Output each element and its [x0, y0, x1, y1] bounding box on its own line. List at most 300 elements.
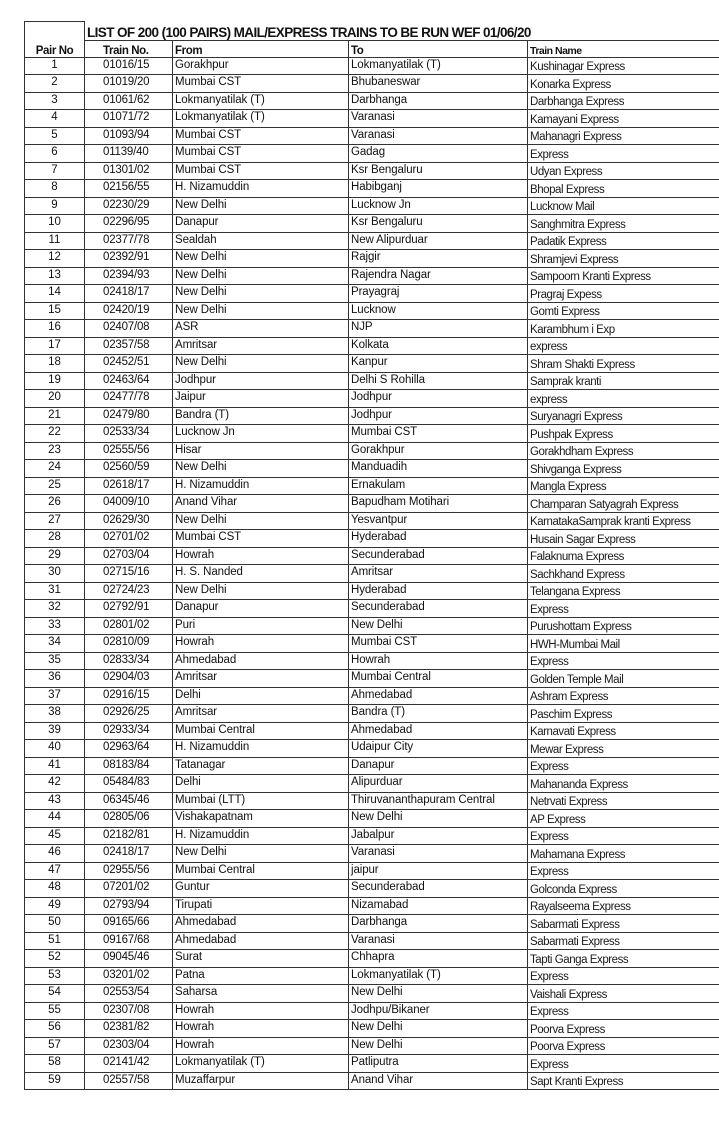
train-no-cell: 06345/46: [85, 792, 173, 810]
table-row: [25, 355, 719, 373]
to-station-cell: Jodhpur: [349, 407, 528, 425]
to-station-cell: Varanasi: [349, 845, 528, 863]
train-no-cell: 02182/81: [85, 827, 173, 845]
train-name-cell: Express: [528, 827, 719, 845]
to-station-cell: Mumbai CST: [349, 635, 528, 653]
pair-no-cell: 18: [25, 355, 85, 373]
to-station-cell: New Delhi: [349, 985, 528, 1003]
table-row: [25, 1020, 719, 1038]
from-station-cell: Guntur: [173, 880, 349, 898]
train-name-cell: Express: [528, 967, 719, 985]
table-row: [25, 827, 719, 845]
table-row: [25, 232, 719, 250]
from-station-cell: Sealdah: [173, 232, 349, 250]
pair-no-cell: 13: [25, 267, 85, 285]
table-row: [25, 1055, 719, 1073]
table-row: [25, 460, 719, 478]
from-station-cell: H. Nizamuddin: [173, 827, 349, 845]
train-no-cell: 02833/34: [85, 652, 173, 670]
train-name-cell: Netrvati Express: [528, 792, 719, 810]
pair-no-cell: 45: [25, 827, 85, 845]
pair-no-cell: 11: [25, 232, 85, 250]
train-name-cell: Falaknuma Express: [528, 547, 719, 565]
to-station-cell: Udaipur City: [349, 740, 528, 758]
column-header-row: [25, 40, 719, 57]
pair-no-cell: 50: [25, 915, 85, 933]
to-station-cell: Mumbai CST: [349, 425, 528, 443]
pair-no-cell: 53: [25, 967, 85, 985]
column-header-from: From: [173, 40, 349, 57]
pair-no-cell: 31: [25, 582, 85, 600]
to-station-cell: Nizamabad: [349, 897, 528, 915]
pair-no-cell: 8: [25, 180, 85, 198]
column-header-train-no: Train No.: [85, 40, 173, 57]
from-station-cell: Patna: [173, 967, 349, 985]
train-name-cell: Express: [528, 652, 719, 670]
from-station-cell: New Delhi: [173, 285, 349, 303]
from-station-cell: Lokmanyatilak (T): [173, 92, 349, 110]
train-name-cell: Mangla Express: [528, 477, 719, 495]
to-station-cell: Delhi S Rohilla: [349, 372, 528, 390]
to-station-cell: Gorakhpur: [349, 442, 528, 460]
train-no-cell: 02418/17: [85, 285, 173, 303]
pair-no-cell: 36: [25, 670, 85, 688]
table-row: [25, 127, 719, 145]
pair-no-cell: 10: [25, 215, 85, 233]
from-station-cell: Howrah: [173, 635, 349, 653]
table-row: [25, 687, 719, 705]
table-row: [25, 180, 719, 198]
table-row: [25, 512, 719, 530]
train-no-cell: 02557/58: [85, 1072, 173, 1090]
table-row: [25, 442, 719, 460]
pair-no-cell: 49: [25, 897, 85, 915]
table-row: [25, 145, 719, 163]
pair-no-cell: 51: [25, 932, 85, 950]
pair-no-cell: 59: [25, 1072, 85, 1090]
title-row: [25, 22, 719, 41]
from-station-cell: Delhi: [173, 687, 349, 705]
table-row: [25, 897, 719, 915]
train-no-cell: 01301/02: [85, 162, 173, 180]
to-station-cell: Kolkata: [349, 337, 528, 355]
pair-no-cell: 47: [25, 862, 85, 880]
to-station-cell: jaipur: [349, 862, 528, 880]
train-name-cell: Husain Sagar Express: [528, 530, 719, 548]
from-station-cell: New Delhi: [173, 355, 349, 373]
train-no-cell: 02407/08: [85, 320, 173, 338]
from-station-cell: Lokmanyatilak (T): [173, 110, 349, 128]
to-station-cell: Bapudham Motihari: [349, 495, 528, 513]
table-row: [25, 407, 719, 425]
to-station-cell: Manduadih: [349, 460, 528, 478]
from-station-cell: Amritsar: [173, 670, 349, 688]
from-station-cell: Mumbai CST: [173, 530, 349, 548]
table-row: [25, 862, 719, 880]
pair-no-cell: 23: [25, 442, 85, 460]
train-no-cell: 02452/51: [85, 355, 173, 373]
train-name-cell: Shramjevi Express: [528, 250, 719, 268]
from-station-cell: Tirupati: [173, 897, 349, 915]
to-station-cell: Varanasi: [349, 127, 528, 145]
from-station-cell: H. S. Nanded: [173, 565, 349, 583]
train-no-cell: 02805/06: [85, 810, 173, 828]
train-no-cell: 01139/40: [85, 145, 173, 163]
train-no-cell: 01016/15: [85, 57, 173, 75]
to-station-cell: Darbhanga: [349, 92, 528, 110]
table-row: [25, 600, 719, 618]
train-no-cell: 02926/25: [85, 705, 173, 723]
train-name-cell: Kamayani Express: [528, 110, 719, 128]
train-no-cell: 02618/17: [85, 477, 173, 495]
train-name-cell: Pushpak Express: [528, 425, 719, 443]
train-no-cell: 02477/78: [85, 390, 173, 408]
train-name-cell: Vaishali Express: [528, 985, 719, 1003]
pair-no-cell: 35: [25, 652, 85, 670]
train-name-cell: Purushottam Express: [528, 617, 719, 635]
from-station-cell: Saharsa: [173, 985, 349, 1003]
train-name-cell: Sabarmati Express: [528, 915, 719, 933]
to-station-cell: Ksr Bengaluru: [349, 162, 528, 180]
train-name-cell: Pragraj Expess: [528, 285, 719, 303]
train-name-cell: Gomti Express: [528, 302, 719, 320]
train-name-cell: Telangana Express: [528, 582, 719, 600]
train-list-sheet: [24, 21, 719, 1090]
to-station-cell: New Alipurduar: [349, 232, 528, 250]
train-name-cell: express: [528, 337, 719, 355]
pair-no-cell: 32: [25, 600, 85, 618]
table-row: [25, 1002, 719, 1020]
train-name-cell: express: [528, 390, 719, 408]
from-station-cell: Anand Vihar: [173, 495, 349, 513]
to-station-cell: Amritsar: [349, 565, 528, 583]
train-name-cell: Sapt Kranti Express: [528, 1072, 719, 1090]
table-row: [25, 880, 719, 898]
train-no-cell: 02381/82: [85, 1020, 173, 1038]
from-station-cell: Mumbai Central: [173, 862, 349, 880]
pair-no-cell: 15: [25, 302, 85, 320]
to-station-cell: Ernakulam: [349, 477, 528, 495]
train-name-cell: Mahanagri Express: [528, 127, 719, 145]
table-row: [25, 75, 719, 93]
to-station-cell: New Delhi: [349, 1037, 528, 1055]
title-blank-cell: [25, 22, 85, 41]
table-row: [25, 477, 719, 495]
pair-no-cell: 38: [25, 705, 85, 723]
table-row: [25, 950, 719, 968]
table-row: [25, 547, 719, 565]
to-station-cell: Varanasi: [349, 110, 528, 128]
pair-no-cell: 2: [25, 75, 85, 93]
table-row: [25, 845, 719, 863]
pair-no-cell: 9: [25, 197, 85, 215]
train-no-cell: 05484/83: [85, 775, 173, 793]
to-station-cell: New Delhi: [349, 1020, 528, 1038]
train-name-cell: Sanghmitra Express: [528, 215, 719, 233]
pair-no-cell: 5: [25, 127, 85, 145]
to-station-cell: Hyderabad: [349, 530, 528, 548]
train-no-cell: 02703/04: [85, 547, 173, 565]
train-name-cell: Samprak kranti: [528, 372, 719, 390]
train-no-cell: 02392/91: [85, 250, 173, 268]
table-row: [25, 1037, 719, 1055]
table-row: [25, 390, 719, 408]
pair-no-cell: 28: [25, 530, 85, 548]
column-header-to: To: [349, 40, 528, 57]
table-row: [25, 337, 719, 355]
pair-no-cell: 29: [25, 547, 85, 565]
train-name-cell: Rayalseema Express: [528, 897, 719, 915]
train-no-cell: 02715/16: [85, 565, 173, 583]
train-no-cell: 02418/17: [85, 845, 173, 863]
table-row: [25, 285, 719, 303]
pair-no-cell: 27: [25, 512, 85, 530]
train-name-cell: Golconda Express: [528, 880, 719, 898]
to-station-cell: Ksr Bengaluru: [349, 215, 528, 233]
train-no-cell: 02801/02: [85, 617, 173, 635]
train-no-cell: 01093/94: [85, 127, 173, 145]
from-station-cell: New Delhi: [173, 582, 349, 600]
train-name-cell: Konarka Express: [528, 75, 719, 93]
table-row: [25, 775, 719, 793]
train-no-cell: 02793/94: [85, 897, 173, 915]
to-station-cell: Rajgir: [349, 250, 528, 268]
pair-no-cell: 58: [25, 1055, 85, 1073]
to-station-cell: Mumbai Central: [349, 670, 528, 688]
from-station-cell: Gorakhpur: [173, 57, 349, 75]
train-no-cell: 02701/02: [85, 530, 173, 548]
from-station-cell: Mumbai CST: [173, 127, 349, 145]
train-no-cell: 07201/02: [85, 880, 173, 898]
pair-no-cell: 33: [25, 617, 85, 635]
train-name-cell: Mahananda Express: [528, 775, 719, 793]
table-row: [25, 162, 719, 180]
table-row: [25, 565, 719, 583]
train-no-cell: 02963/64: [85, 740, 173, 758]
train-no-cell: 02916/15: [85, 687, 173, 705]
train-no-cell: 08183/84: [85, 757, 173, 775]
train-no-cell: 02394/93: [85, 267, 173, 285]
train-name-cell: Karnavati Express: [528, 722, 719, 740]
table-row: [25, 967, 719, 985]
from-station-cell: H. Nizamuddin: [173, 740, 349, 758]
train-name-cell: Express: [528, 862, 719, 880]
pair-no-cell: 34: [25, 635, 85, 653]
train-no-cell: 02296/95: [85, 215, 173, 233]
from-station-cell: New Delhi: [173, 267, 349, 285]
train-list-table: [24, 21, 719, 1090]
table-row: [25, 530, 719, 548]
train-no-cell: 09165/66: [85, 915, 173, 933]
train-name-cell: Udyan Express: [528, 162, 719, 180]
pair-no-cell: 26: [25, 495, 85, 513]
table-row: [25, 670, 719, 688]
from-station-cell: Howrah: [173, 1037, 349, 1055]
from-station-cell: Ahmedabad: [173, 652, 349, 670]
train-no-cell: 04009/10: [85, 495, 173, 513]
train-name-cell: Sampoorn Kranti Express: [528, 267, 719, 285]
train-name-cell: Padatik Express: [528, 232, 719, 250]
train-no-cell: 02463/64: [85, 372, 173, 390]
from-station-cell: Mumbai Central: [173, 722, 349, 740]
from-station-cell: Howrah: [173, 547, 349, 565]
table-row: [25, 57, 719, 75]
pair-no-cell: 7: [25, 162, 85, 180]
train-no-cell: 01019/20: [85, 75, 173, 93]
train-no-cell: 02629/30: [85, 512, 173, 530]
from-station-cell: Vishakapatnam: [173, 810, 349, 828]
train-no-cell: 03201/02: [85, 967, 173, 985]
to-station-cell: Lokmanyatilak (T): [349, 967, 528, 985]
from-station-cell: Mumbai CST: [173, 162, 349, 180]
table-row: [25, 495, 719, 513]
table-row: [25, 372, 719, 390]
pair-no-cell: 55: [25, 1002, 85, 1020]
train-no-cell: 02904/03: [85, 670, 173, 688]
from-station-cell: Puri: [173, 617, 349, 635]
table-row: [25, 267, 719, 285]
train-name-cell: Express: [528, 600, 719, 618]
pair-no-cell: 52: [25, 950, 85, 968]
pair-no-cell: 40: [25, 740, 85, 758]
table-row: [25, 792, 719, 810]
pair-no-cell: 25: [25, 477, 85, 495]
to-station-cell: Prayagraj: [349, 285, 528, 303]
from-station-cell: Ahmedabad: [173, 915, 349, 933]
train-no-cell: 02955/56: [85, 862, 173, 880]
to-station-cell: Secunderabad: [349, 880, 528, 898]
table-row: [25, 302, 719, 320]
train-no-cell: 02933/34: [85, 722, 173, 740]
train-no-cell: 09045/46: [85, 950, 173, 968]
train-no-cell: 02420/19: [85, 302, 173, 320]
pair-no-cell: 20: [25, 390, 85, 408]
to-station-cell: Kanpur: [349, 355, 528, 373]
train-name-cell: KarnatakaSamprak kranti Express: [528, 512, 719, 530]
to-station-cell: Secunderabad: [349, 600, 528, 618]
pair-no-cell: 39: [25, 722, 85, 740]
train-name-cell: AP Express: [528, 810, 719, 828]
pair-no-cell: 1: [25, 57, 85, 75]
to-station-cell: Chhapra: [349, 950, 528, 968]
to-station-cell: Jabalpur: [349, 827, 528, 845]
train-name-cell: Poorva Express: [528, 1020, 719, 1038]
train-name-cell: Shivganga Express: [528, 460, 719, 478]
from-station-cell: Mumbai (LTT): [173, 792, 349, 810]
from-station-cell: Howrah: [173, 1020, 349, 1038]
to-station-cell: Ahmedabad: [349, 687, 528, 705]
from-station-cell: Howrah: [173, 1002, 349, 1020]
to-station-cell: Howrah: [349, 652, 528, 670]
train-name-cell: Bhopal Express: [528, 180, 719, 198]
pair-no-cell: 19: [25, 372, 85, 390]
table-row: [25, 652, 719, 670]
train-name-cell: Express: [528, 145, 719, 163]
train-no-cell: 02357/58: [85, 337, 173, 355]
pair-no-cell: 57: [25, 1037, 85, 1055]
from-station-cell: New Delhi: [173, 845, 349, 863]
pair-no-cell: 12: [25, 250, 85, 268]
pair-no-cell: 46: [25, 845, 85, 863]
pair-no-cell: 44: [25, 810, 85, 828]
pair-no-cell: 22: [25, 425, 85, 443]
train-no-cell: 02479/80: [85, 407, 173, 425]
train-name-cell: Mewar Express: [528, 740, 719, 758]
train-name-cell: Gorakhdham Express: [528, 442, 719, 460]
table-row: [25, 215, 719, 233]
from-station-cell: Danapur: [173, 600, 349, 618]
pair-no-cell: 42: [25, 775, 85, 793]
table-row: [25, 1072, 719, 1090]
train-name-cell: Express: [528, 757, 719, 775]
from-station-cell: H. Nizamuddin: [173, 180, 349, 198]
pair-no-cell: 48: [25, 880, 85, 898]
from-station-cell: New Delhi: [173, 250, 349, 268]
train-no-cell: 02141/42: [85, 1055, 173, 1073]
train-name-cell: Sabarmati Express: [528, 932, 719, 950]
to-station-cell: Bhubaneswar: [349, 75, 528, 93]
table-row: [25, 92, 719, 110]
train-name-cell: Mahamana Express: [528, 845, 719, 863]
train-no-cell: 01061/62: [85, 92, 173, 110]
from-station-cell: Surat: [173, 950, 349, 968]
to-station-cell: Ahmedabad: [349, 722, 528, 740]
to-station-cell: Lucknow: [349, 302, 528, 320]
train-no-cell: 02156/55: [85, 180, 173, 198]
from-station-cell: New Delhi: [173, 512, 349, 530]
to-station-cell: Thiruvananthapuram Central: [349, 792, 528, 810]
from-station-cell: H. Nizamuddin: [173, 477, 349, 495]
from-station-cell: Danapur: [173, 215, 349, 233]
train-name-cell: Champaran Satyagrah Express: [528, 495, 719, 513]
table-row: [25, 757, 719, 775]
pair-no-cell: 30: [25, 565, 85, 583]
to-station-cell: Lokmanyatilak (T): [349, 57, 528, 75]
to-station-cell: Jodhpu/Bikaner: [349, 1002, 528, 1020]
train-name-cell: Kushinagar Express: [528, 57, 719, 75]
table-row: [25, 617, 719, 635]
train-name-cell: Express: [528, 1002, 719, 1020]
train-name-cell: Poorva Express: [528, 1037, 719, 1055]
from-station-cell: Jaipur: [173, 390, 349, 408]
column-header-train-name: Train Name: [528, 40, 719, 57]
train-name-cell: Lucknow Mail: [528, 197, 719, 215]
to-station-cell: Varanasi: [349, 932, 528, 950]
to-station-cell: Secunderabad: [349, 547, 528, 565]
from-station-cell: New Delhi: [173, 302, 349, 320]
pair-no-cell: 24: [25, 460, 85, 478]
from-station-cell: Amritsar: [173, 705, 349, 723]
train-no-cell: 09167/68: [85, 932, 173, 950]
train-no-cell: 02307/08: [85, 1002, 173, 1020]
train-no-cell: 02724/23: [85, 582, 173, 600]
from-station-cell: Amritsar: [173, 337, 349, 355]
table-row: [25, 250, 719, 268]
to-station-cell: Hyderabad: [349, 582, 528, 600]
from-station-cell: Ahmedabad: [173, 932, 349, 950]
table-row: [25, 932, 719, 950]
train-no-cell: 02230/29: [85, 197, 173, 215]
table-row: [25, 582, 719, 600]
train-name-cell: Shram Shakti Express: [528, 355, 719, 373]
train-no-cell: 02553/54: [85, 985, 173, 1003]
train-name-cell: Golden Temple Mail: [528, 670, 719, 688]
to-station-cell: New Delhi: [349, 810, 528, 828]
pair-no-cell: 4: [25, 110, 85, 128]
to-station-cell: Yesvantpur: [349, 512, 528, 530]
train-no-cell: 01071/72: [85, 110, 173, 128]
to-station-cell: Rajendra Nagar: [349, 267, 528, 285]
